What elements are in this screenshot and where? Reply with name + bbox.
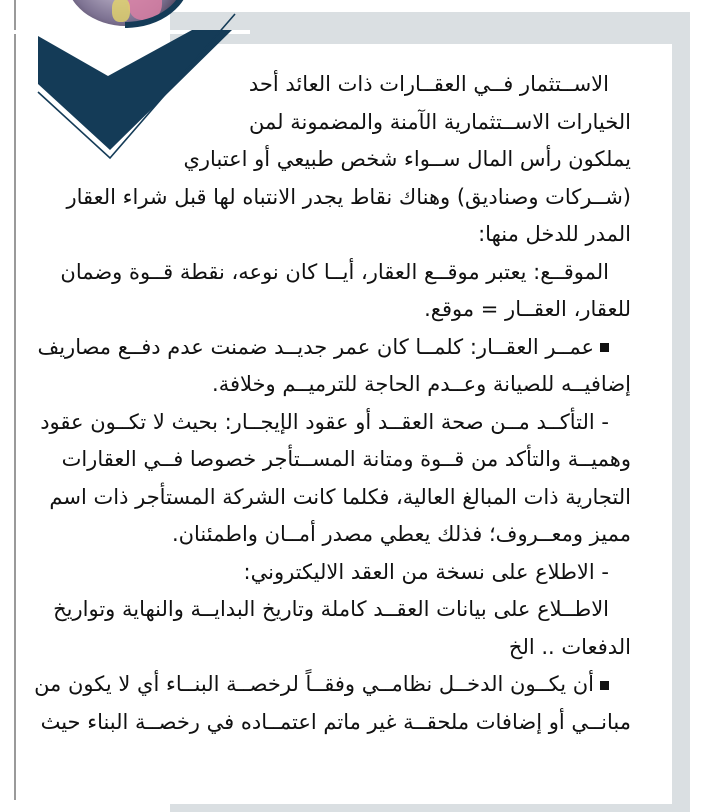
article-line: مبانــي أو إضافات ملحقــة غير ماتم اعتمــاده في رخصــة البناء حيث	[40, 709, 631, 734]
article-line: الاســتثمار فــي العقــارات ذات العائد أحد	[248, 72, 609, 96]
article-line: وهميــة والتأكد من قــوة ومتانة المســتأجر خصوصا فــي العقارات	[61, 447, 631, 471]
article-line: مميز ومعــروف؛ فذلك يعطي مصدر أمــان واطمئنان.	[171, 522, 631, 546]
article-line: عمــر العقــار: كلمــا كان عمر جديــد ضمنت عدم دفــع مصاريف	[37, 334, 594, 359]
article-line: للعقار، العقــار = موقع.	[424, 297, 631, 321]
article-line: المدر للدخل منها:	[478, 222, 631, 246]
article-line: أن يكــون الدخــل نظامــي وفقــاً لرخصــة البنــاء أي لا يكون من	[34, 672, 594, 696]
square-bullet-icon	[600, 343, 609, 352]
article-line: الدفعات .. الخ	[508, 634, 631, 659]
article-line: الاطــلاع على بيانات العقــد كاملة وتاريخ البدايــة والنهاية وتواريخ	[53, 597, 609, 621]
bullet-line	[31, 666, 631, 704]
article-line: - الاطلاع على نسخة من العقد الاليكتروني:	[243, 559, 609, 584]
article-line: الخيارات الاســتثمارية الآمنة والمضمونة لمن	[249, 109, 631, 134]
article-line: (شــركات وصناديق) وهناك نقاط يجدر الانتباه لها قبل شراء العقار	[66, 184, 631, 209]
article-line: الموقــع: يعتبر موقــع العقار، أيــا كان نوعه، نقطة قــوة وضمان	[60, 259, 609, 284]
article-line: إضافيــه للصيانة وعــدم الحاجة للترميــم وخلافة.	[212, 372, 631, 396]
bullet-line	[31, 329, 631, 367]
article-line: يملكون رأس المال ســواء شخص طبيعي أو اعتباري	[183, 147, 631, 171]
article-text	[31, 66, 631, 741]
article-line: التجارية ذات المبالغ العالية، فكلما كانت الشركة المستأجر ذات اسم	[49, 484, 631, 509]
square-bullet-icon	[600, 681, 609, 690]
article-line: - التأكــد مــن صحة العقــد أو عقود الإيجــار: بحيث لا تكــون عقود	[40, 409, 609, 434]
